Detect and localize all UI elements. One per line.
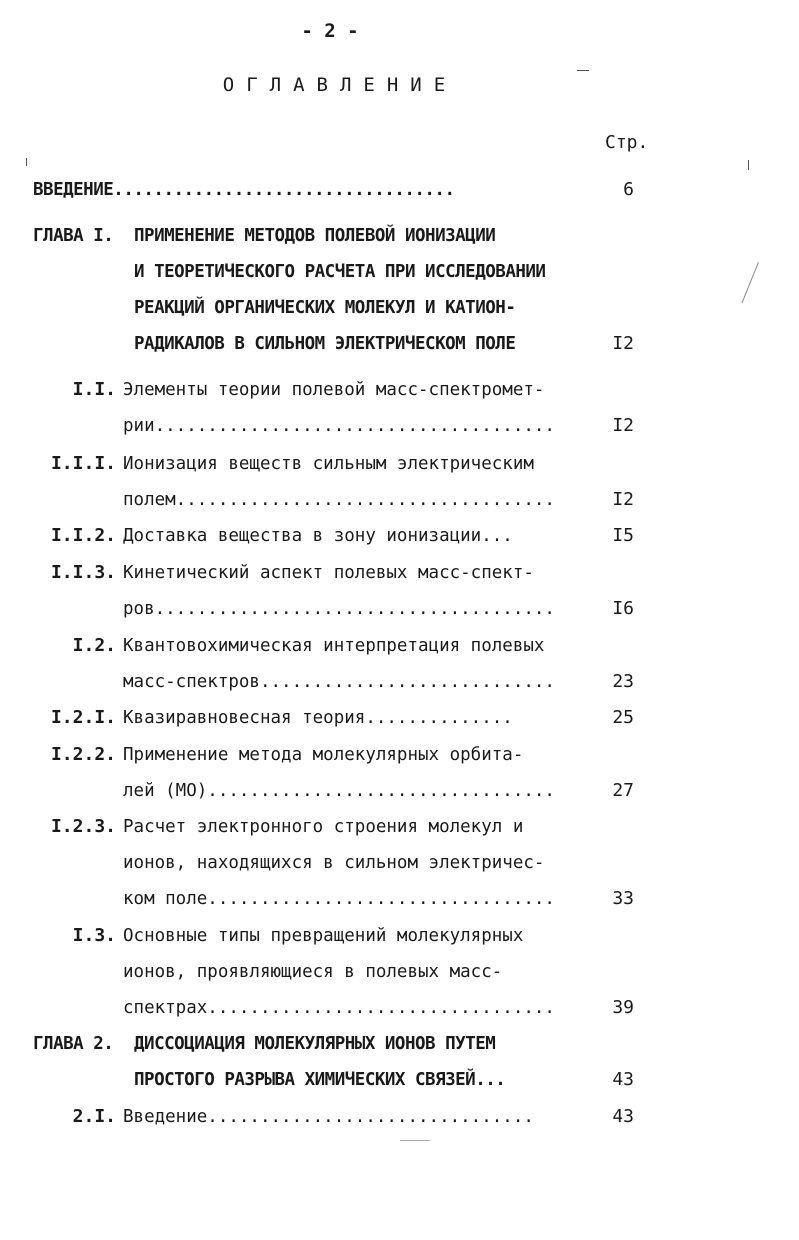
toc-page: I5 — [612, 525, 634, 546]
toc-entry-line: ионов, находящихся в сильном электричес- — [123, 853, 545, 873]
toc-entry-line: ком поле................................. — [123, 889, 555, 909]
toc-page: I2 — [612, 415, 634, 436]
toc-entry-line: ПРОСТОГО РАЗРЫВА ХИМИЧЕСКИХ СВЯЗЕЙ... — [134, 1070, 506, 1090]
scan-mark — [748, 160, 749, 170]
toc-entry-line: Квазиравновесная теория.............. — [123, 708, 513, 728]
toc-section-number: I.2.I. — [50, 707, 116, 728]
toc-section-number: I.I.3. — [50, 562, 116, 583]
toc-chapter-label: ГЛАВА 2. — [33, 1034, 114, 1054]
toc-entry-line: лей (МО)................................. — [123, 781, 555, 801]
toc-page: 27 — [612, 780, 634, 801]
toc-entry-line: РАДИКАЛОВ В СИЛЬНОМ ЭЛЕКТРИЧЕСКОМ ПОЛЕ — [134, 334, 516, 354]
toc-entry-line: Кинетический аспект полевых масс-спект- — [123, 563, 534, 583]
toc-page: 6 — [623, 179, 634, 200]
toc-chapter-label: ГЛАВА I. — [33, 226, 114, 246]
scan-mark — [577, 70, 589, 71]
toc-entry-intro: ВВЕДЕНИЕ.................................. — [33, 180, 455, 200]
toc-entry-line: Элементы теории полевой масс-спектромет- — [123, 380, 545, 400]
toc-entry-line: Ионизация веществ сильным электрическим — [123, 454, 534, 474]
toc-page: 43 — [612, 1069, 634, 1090]
toc-entry-line: рии...................................... — [123, 416, 555, 436]
toc-entry-line: Расчет электронного строения молекул и — [123, 817, 524, 837]
toc-entry-line: спектрах................................. — [123, 998, 555, 1018]
toc-entry-line: масс-спектров............................ — [123, 672, 555, 692]
toc-page: I2 — [612, 333, 634, 354]
toc-entry-line: Доставка вещества в зону ионизации... — [123, 526, 513, 546]
toc-entry-line: ров...................................... — [123, 599, 555, 619]
page-column-label: Стр. — [605, 132, 649, 153]
toc-entry-line: И ТЕОРЕТИЧЕСКОГО РАСЧЕТА ПРИ ИССЛЕДОВАНИИ — [134, 262, 546, 282]
toc-entry-line: РЕАКЦИЙ ОРГАНИЧЕСКИХ МОЛЕКУЛ И КАТИОН- — [134, 298, 516, 318]
toc-entry-line: Квантовохимическая интерпретация полевых — [123, 636, 545, 656]
toc-entry-line: ДИССОЦИАЦИЯ МОЛЕКУЛЯРНЫХ ИОНОВ ПУТЕМ — [134, 1034, 496, 1054]
toc-page: 43 — [612, 1106, 634, 1127]
toc-section-number: I.3. — [72, 925, 116, 946]
toc-entry-line: полем.................................... — [123, 490, 555, 510]
toc-entry-line: ионов, проявляющиеся в полевых масс- — [123, 962, 503, 982]
toc-section-number: I.2.3. — [50, 816, 116, 837]
toc-page: I2 — [612, 489, 634, 510]
scan-mark — [742, 262, 759, 303]
toc-section-number: I.I.2. — [50, 525, 116, 546]
toc-entry-line: Основные типы превращений молекулярных — [123, 926, 524, 946]
page-number: - 2 - — [301, 20, 359, 42]
toc-page: 33 — [612, 888, 634, 909]
toc-page: I6 — [612, 598, 634, 619]
toc-section-number: I.2.2. — [50, 744, 116, 765]
toc-section-number: I.2. — [72, 635, 116, 656]
page-title: ОГЛАВЛЕНИЕ — [222, 74, 458, 96]
scan-mark — [26, 158, 27, 166]
toc-page: 23 — [612, 671, 634, 692]
toc-entry-line: Применение метода молекулярных орбита- — [123, 745, 524, 765]
toc-entry-line: ПРИМЕНЕНИЕ МЕТОДОВ ПОЛЕВОЙ ИОНИЗАЦИИ — [134, 226, 496, 246]
scan-mark — [400, 1140, 430, 1141]
toc-page: 25 — [612, 707, 634, 728]
toc-section-number: 2.I. — [72, 1106, 116, 1127]
toc-section-number: I.I.I. — [50, 453, 116, 474]
toc-page: 39 — [612, 997, 634, 1018]
toc-entry-line: Введение............................... — [123, 1107, 534, 1127]
toc-section-number: I.I. — [72, 379, 116, 400]
